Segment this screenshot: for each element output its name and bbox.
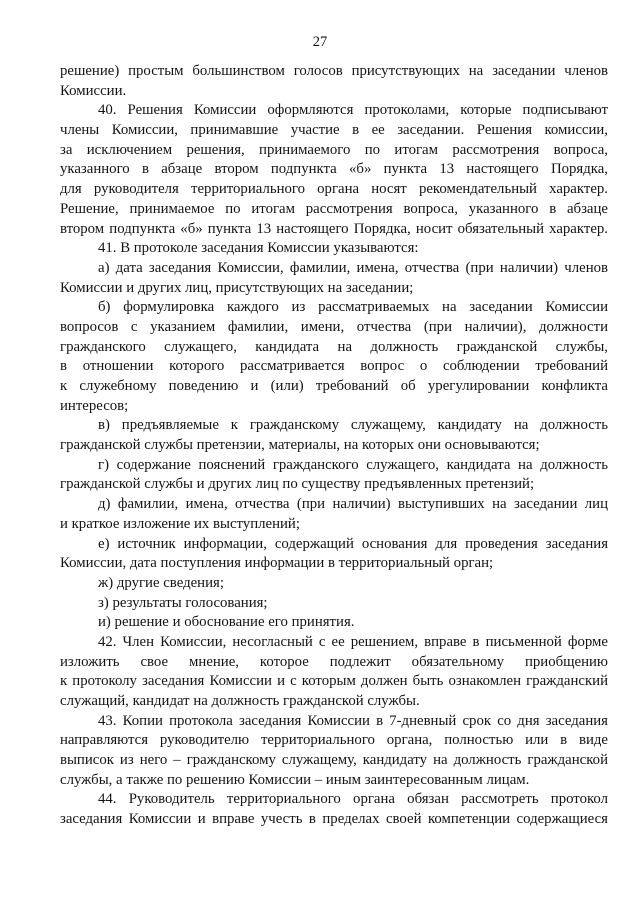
text-line: 41. В протоколе заседания Комиссии указываются: bbox=[98, 240, 419, 257]
text-line: втором подпункта «б» пункта 13 настоящего Порядка, носит обязательный характер. bbox=[60, 220, 608, 237]
text-line: вопросов с указанием фамилии, имени, отчества (при наличии), должности bbox=[60, 318, 608, 335]
text-line: 40. Решения Комиссии оформляются протоколами, которые подписывают bbox=[98, 102, 608, 119]
document-body bbox=[60, 62, 608, 830]
text-line: и краткое изложение их выступлений; bbox=[60, 515, 300, 532]
text-line: в) предъявляемые к гражданскому служащему, кандидату на должность bbox=[98, 417, 608, 434]
page-number: 27 bbox=[312, 34, 328, 50]
text-line: службы, а также по решению Комиссии – иным заинтересованным лицам. bbox=[60, 771, 530, 788]
text-line: члены Комиссии, принимавшие участие в ее заседании. Решения комиссии, bbox=[60, 122, 608, 139]
text-line: в отношении которого рассматривается вопрос о соблюдении требований bbox=[60, 358, 608, 375]
text-line: 44. Руководитель территориального органа обязан рассмотреть протокол bbox=[98, 791, 608, 808]
text-line: ж) другие сведения; bbox=[98, 574, 224, 591]
text-line: направляются руководителю территориального органа, полностью или в виде bbox=[60, 732, 608, 749]
text-line: е) источник информации, содержащий основания для проведения заседания bbox=[98, 535, 608, 552]
text-line: и) решение и обоснование его принятия. bbox=[98, 614, 355, 631]
text-line: интересов; bbox=[60, 397, 129, 414]
text-line: служащий, кандидат на должность гражданской службы. bbox=[60, 693, 420, 709]
text-line: д) фамилии, имена, отчества (при наличии) выступивших на заседании лиц bbox=[98, 496, 608, 513]
text-line: з) результаты голосования; bbox=[98, 594, 268, 611]
text-line: выписок из него – гражданскому служащему, кандидату на должность гражданской bbox=[60, 752, 608, 769]
text-line: для руководителя территориального органа носят рекомендательный характер. bbox=[60, 181, 608, 198]
text-line: решение) простым большинством голосов присутствующих на заседании членов bbox=[60, 63, 608, 79]
text-line: гражданского служащего, кандидата на должность гражданской службы, bbox=[60, 338, 608, 355]
text-line: к служебному поведению и (или) требований об урегулировании конфликта bbox=[60, 378, 608, 394]
text-line: Решение, принимаемое по итогам рассмотрения вопроса, указанного в абзаце bbox=[60, 200, 608, 217]
text-line: а) дата заседания Комиссии, фамилии, имена, отчества (при наличии) членов bbox=[98, 259, 608, 276]
text-line: заседания Комиссии и вправе учесть в пределах своей компетенции содержащиеся bbox=[60, 811, 608, 828]
text-line: 43. Копии протокола заседания Комиссии в 7-дневный срок со дня заседания bbox=[98, 712, 608, 729]
text-line: к протоколу заседания Комиссии и с которым должен быть ознакомлен гражданский bbox=[60, 673, 608, 690]
text-line: Комиссии. bbox=[60, 82, 127, 99]
text-line: гражданской службы претензии, материалы, на которых они основываются; bbox=[60, 437, 540, 454]
text-line: Комиссии и других лиц, присутствующих на заседании; bbox=[60, 279, 414, 296]
text-line: указанного в абзаце втором подпункта «б» пункта 13 настоящего Порядка, bbox=[60, 161, 608, 178]
text-line: г) содержание пояснений гражданского служащего, кандидата на должность bbox=[98, 456, 608, 473]
text-line: 42. Член Комиссии, несогласный с ее решением, вправе в письменной форме bbox=[98, 633, 608, 650]
text-line: изложить свое мнение, которое подлежит обязательному приобщению bbox=[60, 653, 608, 670]
text-line: гражданской службы и других лиц по существу предъявленных претензий; bbox=[60, 476, 535, 493]
text-line: Комиссии, дата поступления информации в территориальный орган; bbox=[60, 555, 494, 572]
text-line: за исключением решения, принимаемого по итогам рассмотрения вопроса, bbox=[60, 141, 608, 158]
text-line: б) формулировка каждого из рассматриваемых на заседании Комиссии bbox=[98, 299, 608, 316]
